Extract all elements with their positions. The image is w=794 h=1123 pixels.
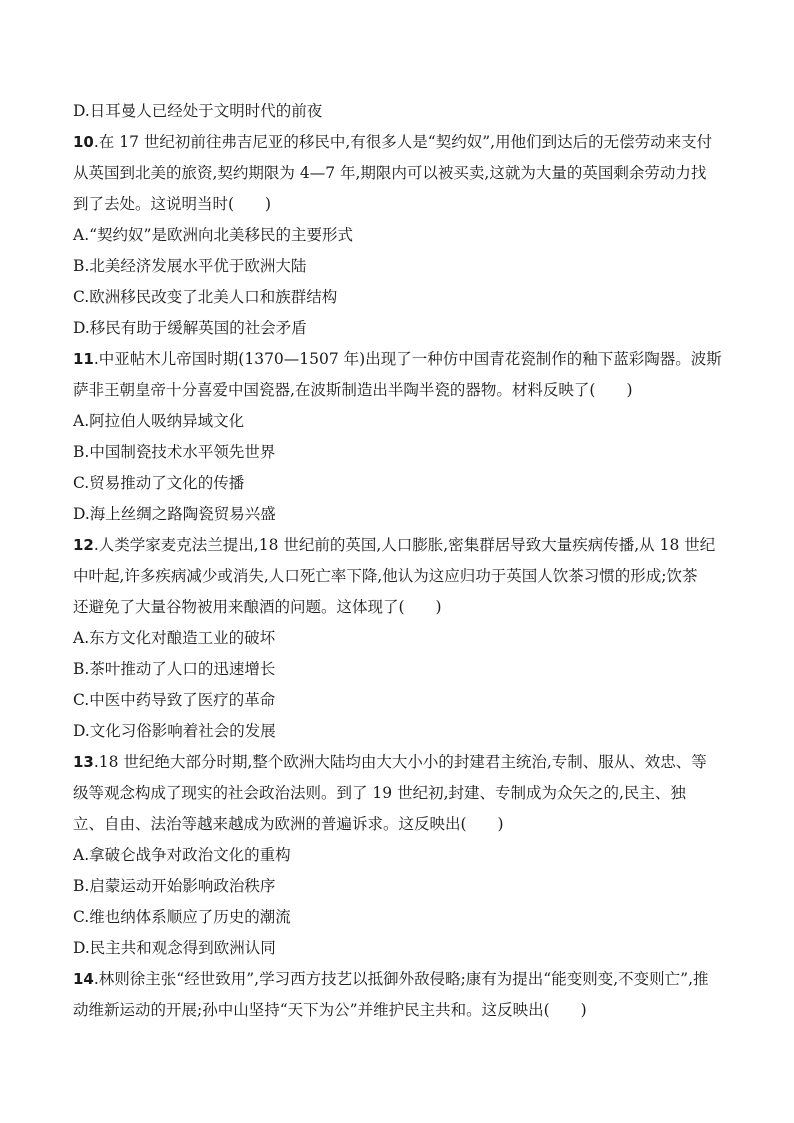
option-b: B.北美经济发展水平优于欧洲大陆	[73, 257, 307, 275]
option-a: A.阿拉伯人吸纳异域文化	[73, 412, 245, 430]
option-d: D.移民有助于缓解英国的社会矛盾	[73, 319, 307, 337]
option-b: B.茶叶推动了人口的迅速增长	[73, 660, 276, 678]
exam-page	[73, 96, 723, 1026]
option-c: C.中医中药导致了医疗的革命	[73, 691, 276, 709]
question-10	[73, 127, 723, 344]
question-13	[73, 747, 723, 964]
question-stem-line: 动维新运动的开展;孙中山坚持“天下为公”并维护民主共和。这反映出( )	[73, 1001, 587, 1019]
question-stem-line: 级等观念构成了现实的社会政治法则。到了 19 世纪初,封建、专制成为众矢之的,民主、独	[73, 784, 686, 802]
question-stem-line: 立、自由、法治等越来越成为欧洲的普遍诉求。这反映出( )	[73, 815, 504, 833]
question-stem-line: 14.林则徐主张“经世致用”,学习西方技艺以抵御外敌侵略;康有为提出“能变则变,不变则亡”,推	[73, 970, 709, 988]
question-number: 13	[73, 753, 94, 771]
option-d: D.文化习俗影响着社会的发展	[73, 722, 276, 740]
option-d: D.民主共和观念得到欧洲认同	[73, 939, 276, 957]
question-stem-line: 12.人类学家麦克法兰提出,18 世纪前的英国,人口膨胀,密集群居导致大量疾病传播,从 18 世纪	[73, 536, 716, 554]
option-b: B.启蒙运动开始影响政治秩序	[73, 877, 276, 895]
option-d: D.海上丝绸之路陶瓷贸易兴盛	[73, 505, 276, 523]
question-stem-line: 11.中亚帖木儿帝国时期(1370—1507 年)出现了一种仿中国青花瓷制作的釉下蓝彩陶器。波斯	[73, 350, 722, 368]
option-c: C.欧洲移民改变了北美人口和族群结构	[73, 288, 338, 306]
question-number: 11	[73, 350, 94, 368]
option-c: C.维也纳体系顺应了历史的潮流	[73, 908, 291, 926]
option-c: C.贸易推动了文化的传播	[73, 474, 245, 492]
question-stem-line: 13.18 世纪绝大部分时期,整个欧洲大陆均由大大小小的封建君主统治,专制、服从、效忠、等	[73, 753, 707, 771]
question-number: 14	[73, 970, 94, 988]
option-a: A.东方文化对酿造工业的破坏	[73, 629, 276, 647]
question-stem-line: 到了去处。这说明当时( )	[73, 195, 272, 213]
option-a: A.拿破仑战争对政治文化的重构	[73, 846, 291, 864]
question-number: 10	[73, 133, 94, 151]
option-a: A.“契约奴”是欧洲向北美移民的主要形式	[73, 226, 353, 244]
question-stem-line: 10.在 17 世纪初前往弗吉尼亚的移民中,有很多人是“契约奴”,用他们到达后的无偿劳动来支付	[73, 133, 713, 151]
question-number: 12	[73, 536, 94, 554]
question-stem-line: 萨非王朝皇帝十分喜爱中国瓷器,在波斯制造出半陶半瓷的器物。材料反映了( )	[73, 381, 633, 399]
question-12	[73, 530, 723, 747]
question-stem-line: 从英国到北美的旅资,契约期限为 4—7 年,期限内可以被买卖,这就为大量的英国剩余劳动力找	[73, 164, 707, 182]
option-b: B.中国制瓷技术水平领先世界	[73, 443, 276, 461]
question-stem-line: 中叶起,许多疾病减少或消失,人口死亡率下降,他认为这应归功于英国人饮茶习惯的形成;饮茶	[73, 567, 698, 585]
question-11	[73, 344, 723, 530]
question-14	[73, 964, 723, 1026]
q9-option-d: D.日耳曼人已经处于文明时代的前夜	[73, 102, 323, 120]
question-stem-line: 还避免了大量谷物被用来酿酒的问题。这体现了( )	[73, 598, 442, 616]
